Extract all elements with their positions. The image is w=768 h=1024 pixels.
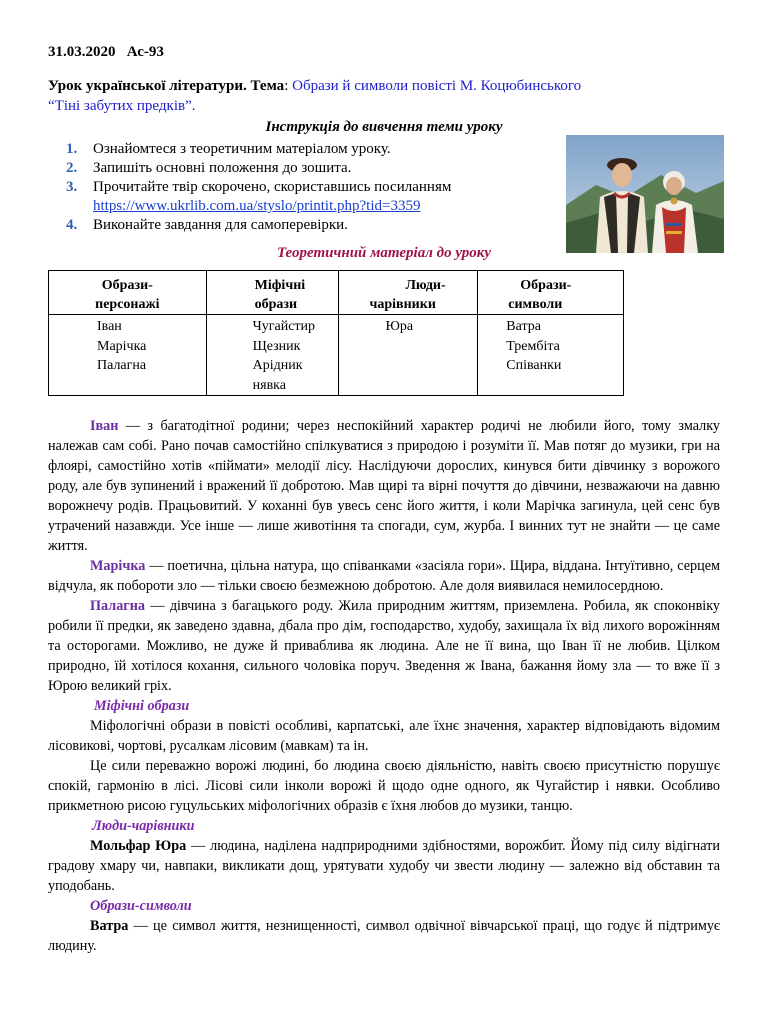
instruction-list	[66, 140, 556, 235]
table-header: Міфічні образи	[206, 271, 339, 315]
character-descriptions	[48, 416, 720, 956]
palagna-paragraph: Палагна — дівчина з багацького роду. Жила природним життям, приземлена. Робила, як споконвіку робили її предки, як заведено здавна, дбала про дім, господарство, худобу, захищала їх від лихого ворожінням та осторогами. Можливо, не дуже й приваблива як людина. Але не її вина, що Іван її не любив. Цілком природно, їй хотілося кохання, сильного чоловіка поруч. Зведення ж Івана, бажання йому зла — то вже її з Юрою великий гріх.	[48, 598, 720, 694]
images-table	[48, 270, 624, 396]
table-row	[49, 315, 624, 396]
table-cell: Чугайстир Щезник Арідник нявка	[206, 315, 339, 396]
table-header-row	[49, 271, 624, 315]
date: 31.03.2020	[48, 44, 116, 60]
vatra-paragraph: Ватра — це символ життя, незнищенності, символ одвічної вівчарської праці, що годує й підтримує людину.	[48, 918, 720, 954]
hutsul-couple-photo	[566, 135, 724, 253]
ukrlib-link[interactable]: https://www.ukrlib.com.ua/styslo/printit.php?tid=3359	[93, 198, 421, 214]
molfar-paragraph: Мольфар Юра — людина, наділена надприродними здібностями, ворожбит. Йому під силу відігнати градову хмару чи, навпаки, викликати дощ, урятувати худобу чи звести людину — залежно від обставин та уподобань.	[48, 838, 720, 894]
list-item: 1. Ознайомтеся з теоретичним матеріалом уроку.	[66, 141, 391, 157]
symbols-heading: Образи-символи	[90, 898, 192, 914]
topic-line2: “Тіні забутих предків”.	[48, 98, 196, 114]
ivan-paragraph: Іван — з багатодітної родини; через неспокійний характер родичі не любили його, тому змалку належав сам собі. Рано почав самостійно спілкуватися з природою і розуміти її. Мав потяг до музики, гри на флоярі, самостійно хотів «піймати» мелодії лісу. Наслідуючи дорослих, кинувся бити дівчинку з ворожого роду, але був зупинений і вражений її добротою. Мав щирі та вірні почуття до дівчини, незважаючи на давню ворожнечу родів. Працьовитий. У коханні був увесь сенс його життя, і коли Марічка загинула, цей сенс був утрачений назавжди. Усе інше — лише животіння та спогади, сум, журба. І винних тут не знайти — це саме життя.	[48, 418, 720, 554]
table-header: Люди- чарівники	[339, 271, 478, 315]
marichka-paragraph: Марічка — поетична, цільна натура, що співанками «засіяла гори». Щира, віддана. Інтуїтивно, серцем відчула, як побороти зло — тільки своєю безмежною добротою. Але доля виявилася немилосердною.	[48, 558, 720, 594]
lesson-label: Урок української літератури. Тема	[48, 78, 285, 94]
theory-heading: Теоретичний матеріал до уроку	[276, 245, 492, 261]
table-cell: Юра	[339, 315, 478, 396]
table-cell: Іван Марічка Палагна	[49, 315, 207, 396]
instructions-heading: Інструкція до вивчення теми уроку	[265, 119, 503, 135]
list-item: 4. Виконайте завдання для самоперевірки.	[66, 217, 348, 233]
myth-paragraph-2: Це сили переважно ворожі людині, бо людина своєю діяльністю, навіть своєю присутністю порушує спокій, гармонію в лісі. Лісові сили інколи ворожі й щодо одне одного, як Чугайстир і нявки. Особливо прикметною рисою гуцульських міфологічних образів є їхня любов до музики, танцю.	[48, 758, 720, 814]
group-code: Ас-93	[126, 44, 164, 60]
myth-paragraph-1: Міфологічні образи в повісті особливі, карпатські, але їхнє значення, характер відповідають відомим лісовикові, чортові, русалкам лісовим (мавкам) та ін.	[48, 718, 720, 754]
people-heading: Люди-чарівники	[92, 818, 195, 834]
topic: Образи й символи повісті М. Коцюбинського	[292, 78, 582, 94]
list-item: 3. Прочитайте твір скорочено, скориставшись посиланням https://www.ukrlib.com.ua/styslo/printit.php?tid=3359	[66, 179, 452, 214]
date-line	[48, 44, 164, 61]
list-item: 2. Запишіть основні положення до зошита.	[66, 160, 352, 176]
table-header: Образи- персонажі	[49, 271, 207, 315]
table-cell: Ватра Трембіта Співанки	[478, 315, 624, 396]
table-header: Образи- символи	[478, 271, 624, 315]
lesson-title: Урок української літератури. Тема: Образи й символи повісті М. Коцюбинського “Тіні забутих предків”.	[48, 78, 582, 114]
myth-heading: Міфічні образи	[94, 698, 190, 714]
